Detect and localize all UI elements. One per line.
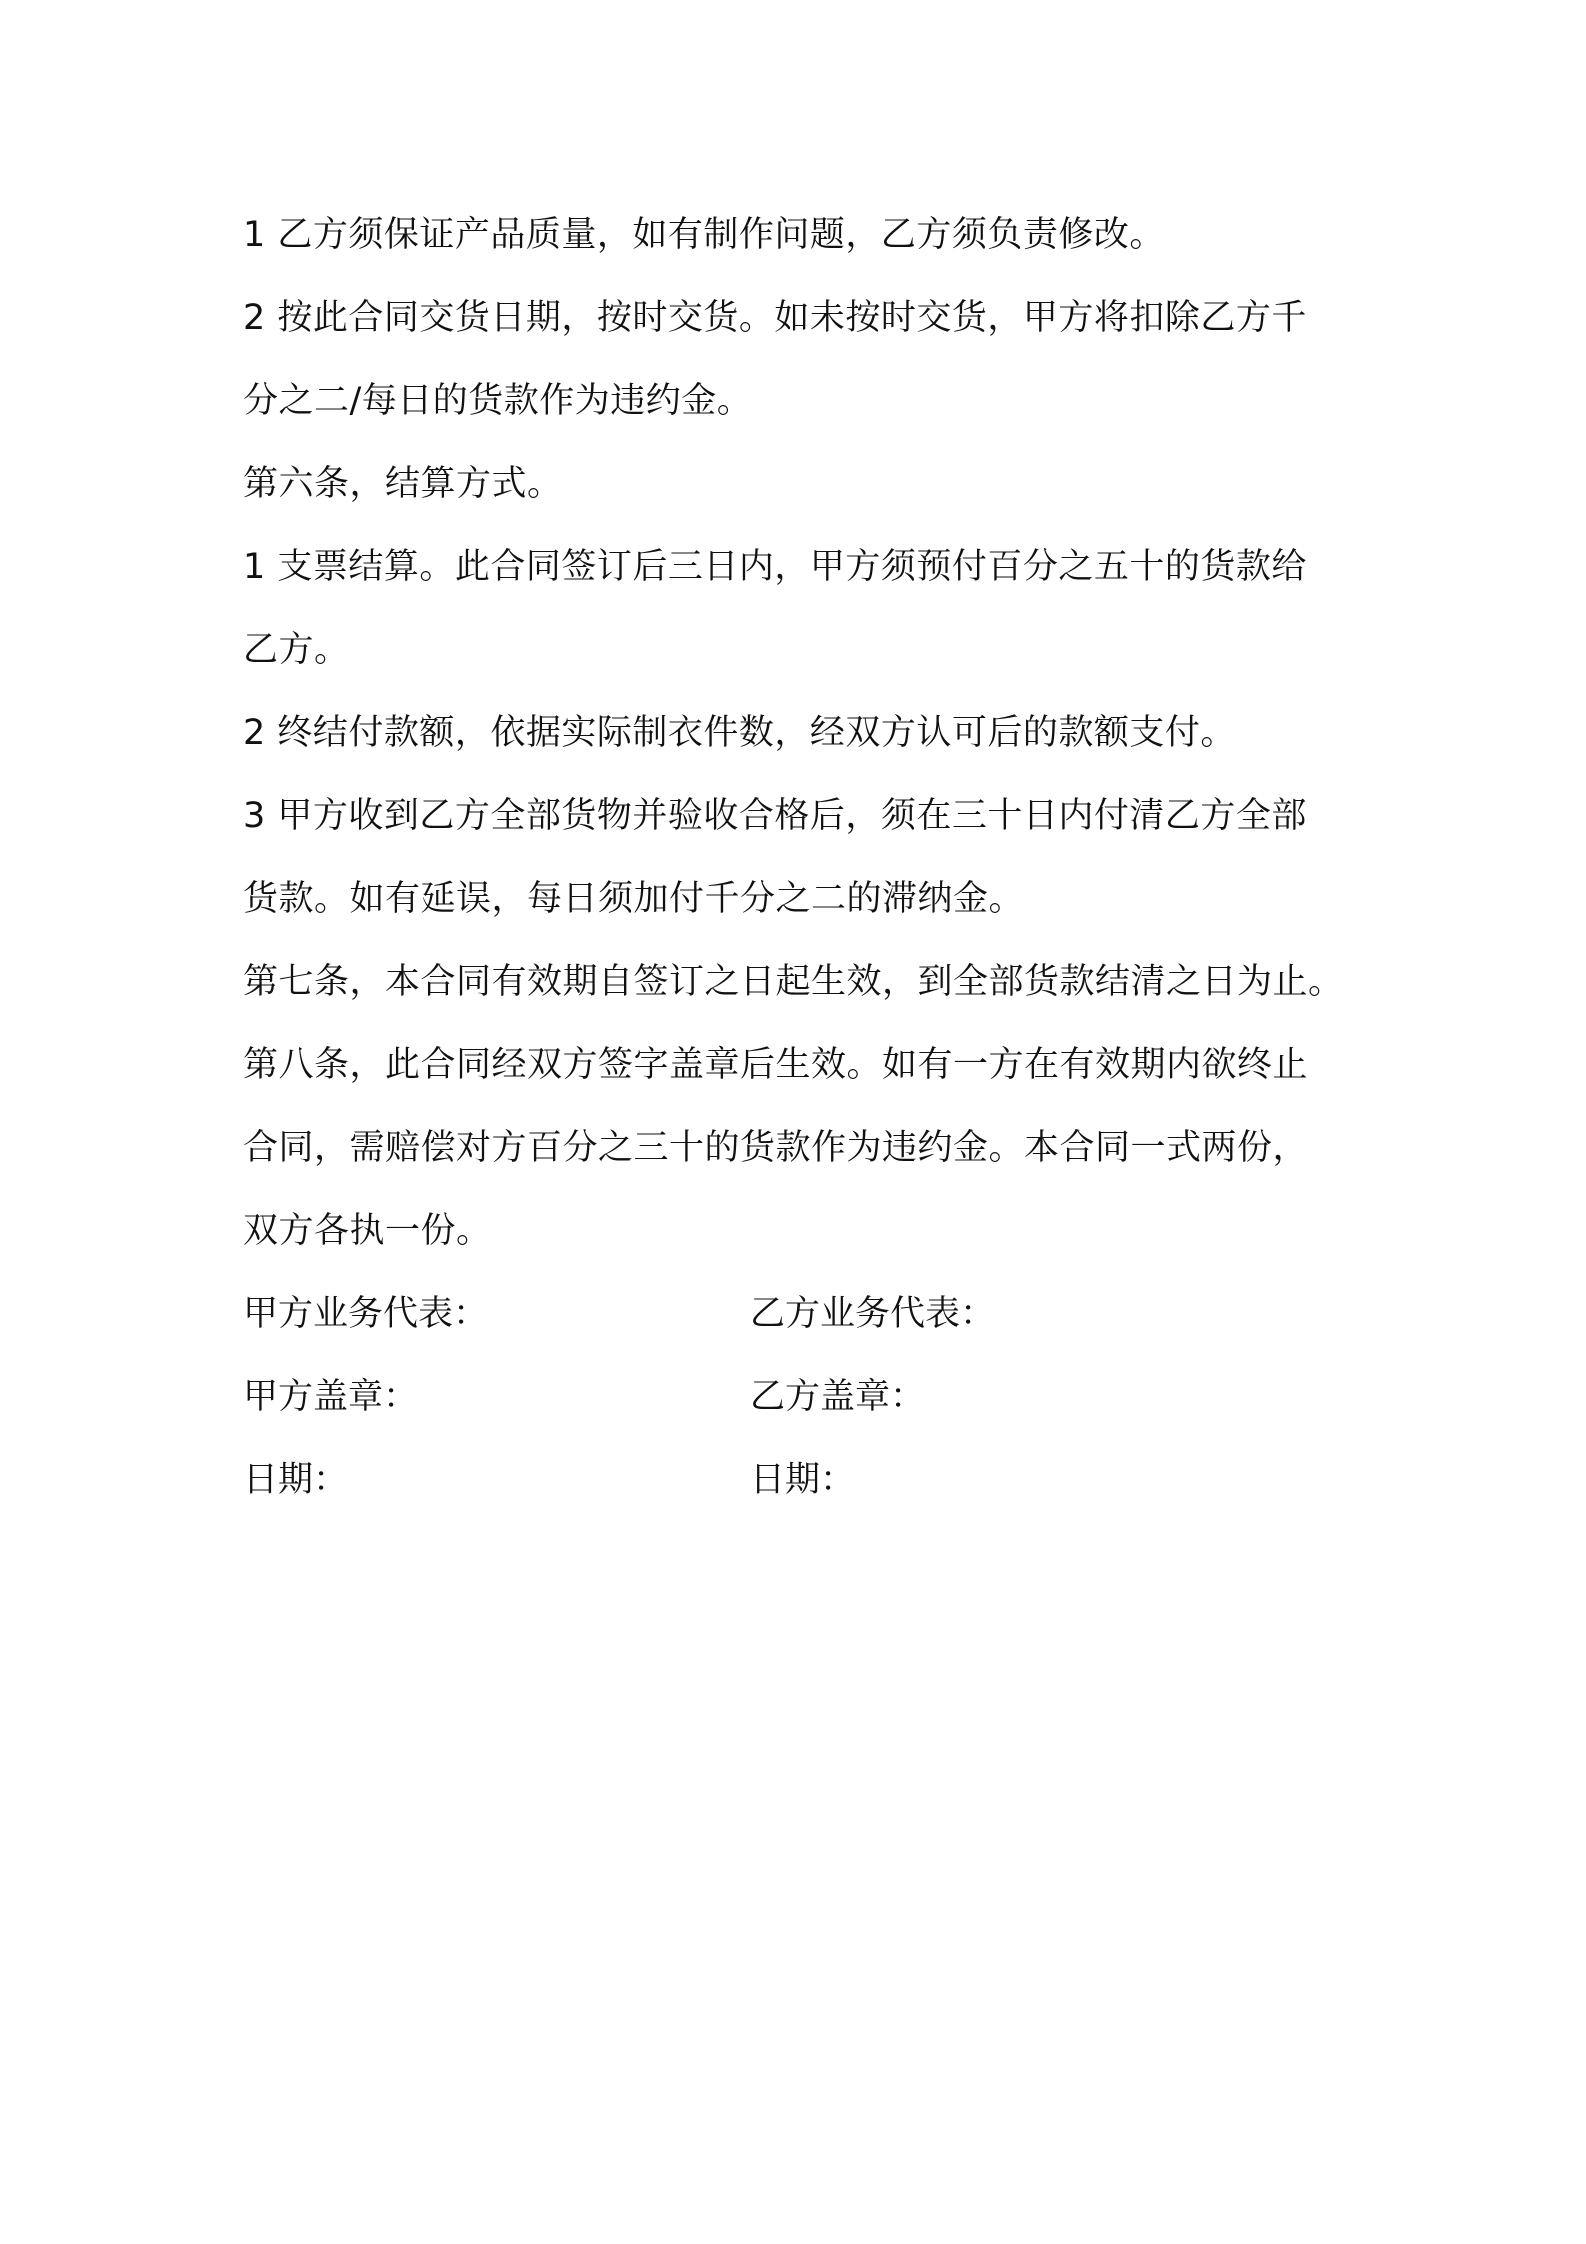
party-a-seal-label: 甲方盖章： (243, 1377, 419, 1417)
party-a-date-label: 日期： (243, 1460, 349, 1500)
party-b-date-label: 日期： (750, 1460, 856, 1500)
clause-line: 双方各执一份。 (243, 1211, 492, 1251)
section-heading: 第七条，本合同有效期自签订之日起生效，到全部货款结清之日为止。 (243, 962, 1344, 1002)
section-heading: 第八条，此合同经双方签字盖章后生效。如有一方在有效期内欲终止 (243, 1045, 1309, 1085)
party-b-representative-label: 乙方业务代表： (750, 1294, 996, 1334)
section-heading: 第六条，结算方式。 (243, 464, 563, 504)
party-a-representative-label: 甲方业务代表： (243, 1294, 489, 1334)
clause-line: 乙方。 (243, 630, 350, 670)
clause-line: 2 按此合同交货日期，按时交货。如未按时交货，甲方将扣除乙方千 (243, 298, 1307, 338)
signature-row-representative (243, 1273, 1363, 1356)
party-b-seal-label: 乙方盖章： (750, 1377, 926, 1417)
clause-line: 1 乙方须保证产品质量，如有制作问题，乙方须负责修改。 (243, 215, 1165, 255)
clause-line: 分之二/每日的货款作为违约金。 (243, 381, 753, 421)
clause-line: 2 终结付款额，依据实际制衣件数，经双方认可后的款额支付。 (243, 713, 1236, 753)
contract-body (243, 194, 1363, 1522)
clause-line: 1 支票结算。此合同签订后三日内，甲方须预付百分之五十的货款给 (243, 547, 1307, 587)
signature-row-seal (243, 1356, 1363, 1439)
clause-line: 3 甲方收到乙方全部货物并验收合格后，须在三十日内付清乙方全部 (243, 796, 1307, 836)
clause-line: 合同，需赔偿对方百分之三十的货款作为违约金。本合同一式两份， (243, 1128, 1309, 1168)
clause-line: 货款。如有延误，每日须加付千分之二的滞纳金。 (243, 879, 1025, 919)
signature-row-date (243, 1439, 1363, 1522)
